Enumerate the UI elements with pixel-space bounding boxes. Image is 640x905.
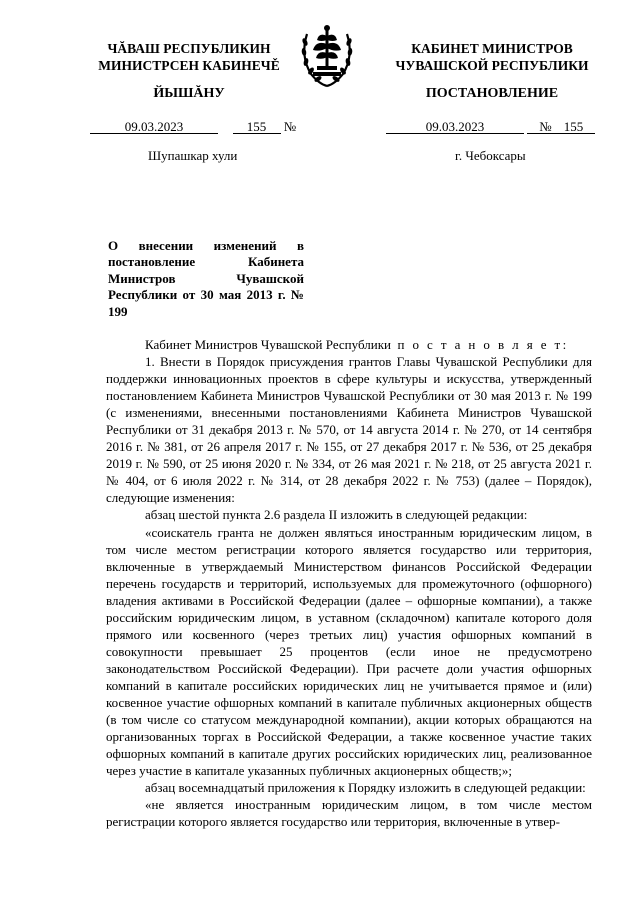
number-right: 155 — [563, 119, 584, 134]
paragraph-2: абзац шестой пункта 2.6 раздела II изложить в следующей редакции: — [145, 507, 528, 523]
number-right-wrap — [527, 120, 595, 134]
header-right-line2: ЧУВАШСКОЙ РЕСПУБЛИКИ — [395, 58, 589, 73]
header-left-line1: ЧĂВАШ РЕСПУБЛИКИН — [107, 41, 271, 56]
document-subject: О внесении изменений в постановление Кабинета Министров Чувашской Республики от 30 мая 2013 г. № 199 — [108, 238, 304, 319]
paragraph-1: 1. Внести в Порядок присуждения грантов Главы Чувашской Республики для поддержки инновационных проектов в сфере культуры и искусства, утвержденный постановлением Кабинета Министров Чувашской Республики от 30 мая 2013 г. № 199 (с изменениями, внесенными постановлениями Кабинета Министров Чувашской Республики от 31 декабря 2013 г. № 570, от 14 августа 2014 г. № 270, от 14 сентября 2016 г. № 381, от 26 апреля 2017 г. № 155, от 27 декабря 2017 г. № 536, от 25 декабря 2019 г. № 590, от 25 июня 2020 г. № 334, от 26 мая 2021 г. № 218, от 25 августа 2021 г. № 404, от 6 июля 2022 г. № 314, от 28 декабря 2022 г. № 753) (далее – Порядок), следующие изменения: — [106, 354, 592, 506]
paragraph-5: «не является иностранным юридическим лицом, в том числе местом регистрации которого является государство или территория, включенные в утвер- — [106, 797, 592, 830]
document-kind-russian: ПОСТАНОВЛЕНИЕ — [425, 86, 559, 101]
place-left: Шупашкар хули — [148, 148, 238, 163]
header-left-line2: МИНИСТРСЕН КАБИНЕЧĚ — [98, 58, 280, 73]
paragraph-4: абзац восемнадцатый приложения к Порядку изложить в следующей редакции: — [145, 780, 586, 796]
number-left: 155 — [233, 120, 281, 134]
header-right-line1: КАБИНЕТ МИНИСТРОВ — [411, 41, 573, 56]
number-sign-left: № — [283, 119, 297, 134]
document-kind-chuvash: ЙЫШĂНУ — [153, 86, 225, 101]
date-number-right — [386, 119, 595, 135]
number-sign-right: № — [539, 119, 552, 134]
paragraph-3: «соискатель гранта не должен являться иностранным юридическим лицом, в том числе местом регистрации которого является государство или территория, включенные в утверждаемый Министерством финансов Российской Федерации перечень государств и территорий, используемых для промежуточного (офшорного) владения активами в Российской Федерации (далее – офшорные компании), а также российским юридическим лицом, в уставном (складочном) капитале которого доля прямого или косвенного (через третьих лиц) участия офшорных компаний в совокупности превышает 25 процентов (если иное не предусмотрено законодательством Российской Федерации). При расчете доли участия офшорных компаний в капитале российских юридических лиц не учитывается прямое и (или) косвенное участие офшорных компаний в капитале публичных акционерных обществ (в том числе со статусом международной компании), акции которых обращаются на организованных торгах в Российской Федерации, а также косвенное участие таких офшорных компаний в капитале других российских юридических лиц, реализованное через участие в капитале указанных публичных акционерных обществ;»; — [106, 524, 592, 779]
place-right: г. Чебоксары — [455, 148, 526, 163]
paragraph-resolution — [106, 336, 592, 353]
document-body — [106, 336, 592, 830]
coat-of-arms-icon — [297, 22, 357, 90]
date-right: 09.03.2023 — [386, 120, 524, 134]
date-number-left — [90, 119, 296, 135]
date-left: 09.03.2023 — [90, 120, 218, 134]
resolution-intro: Кабинет Министров Чувашской Республики — [145, 337, 391, 352]
resolution-verb: п о с т а н о в л я е т: — [397, 337, 569, 352]
header-left-title — [78, 40, 300, 74]
header-right-title — [372, 40, 612, 74]
